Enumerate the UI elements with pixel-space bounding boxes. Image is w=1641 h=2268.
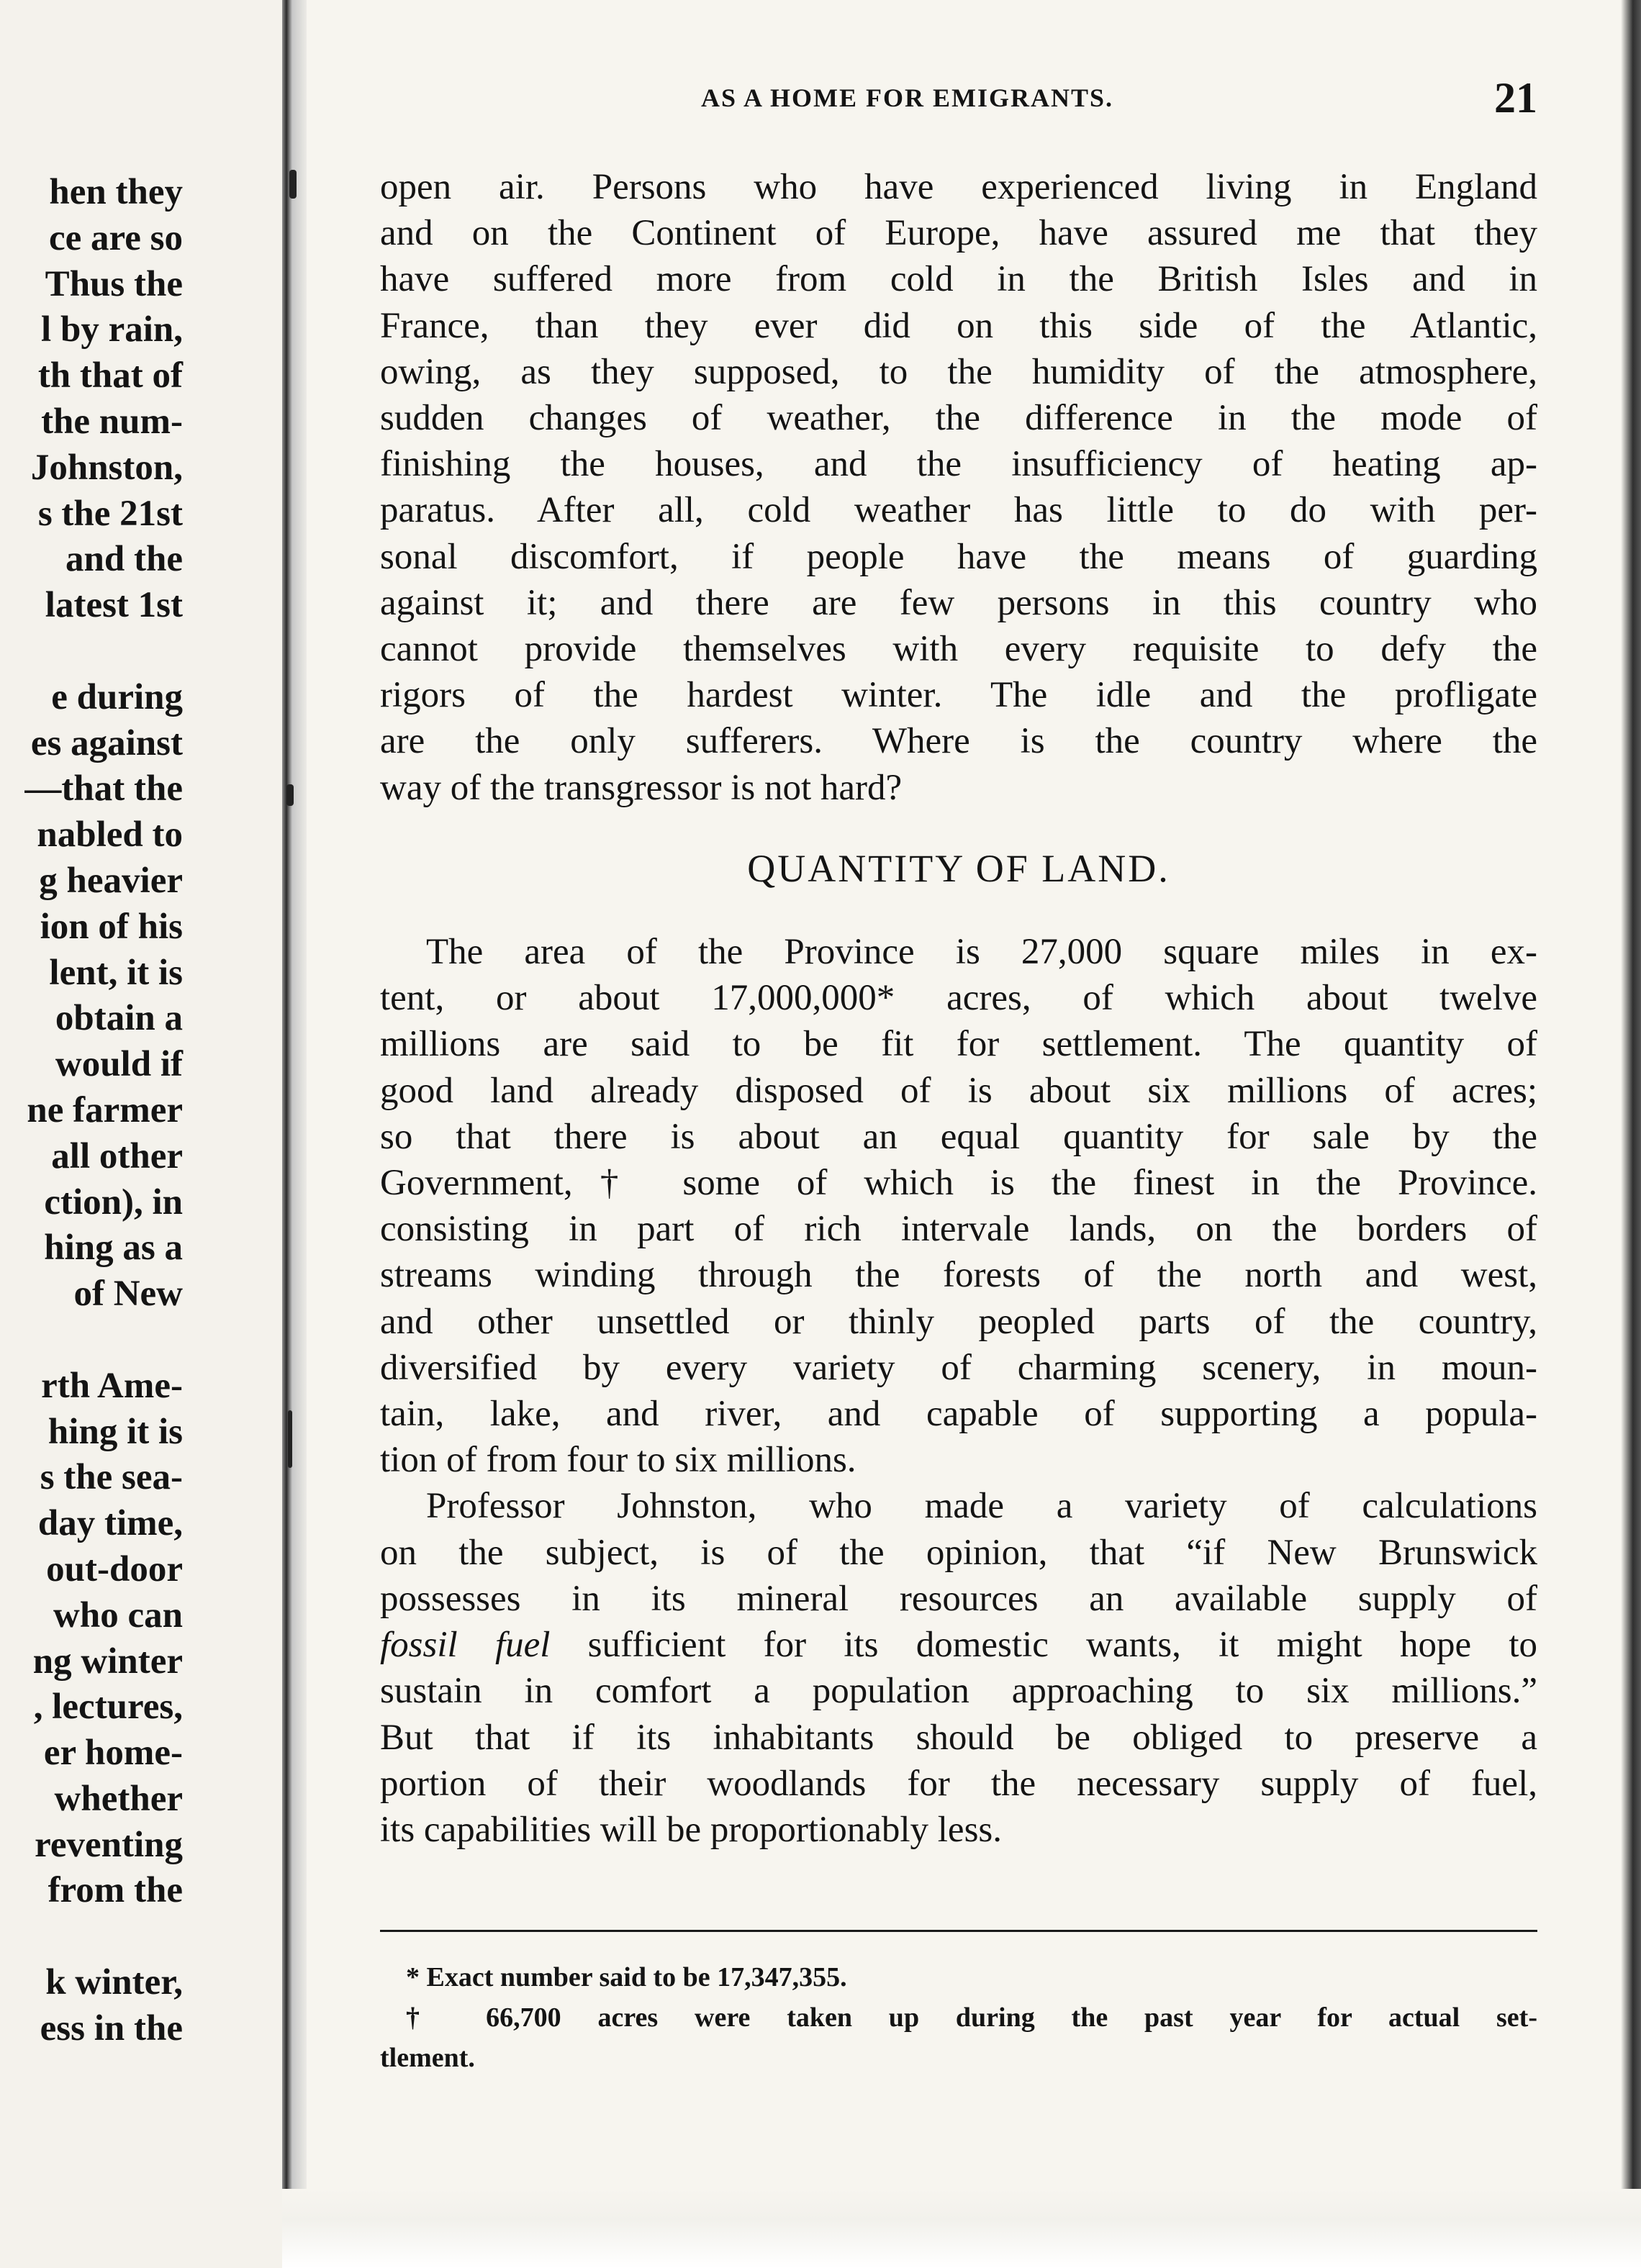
gutter-mark bbox=[289, 170, 297, 199]
text-line: open air. Persons who have experienced living in England bbox=[380, 167, 1537, 207]
left-page-line: from the bbox=[48, 1870, 183, 1911]
text-line: consisting in part of rich intervale lands, on the borders of bbox=[380, 1209, 1537, 1250]
left-page-line: hing it is bbox=[48, 1411, 183, 1452]
left-page-line: rth Ame- bbox=[41, 1365, 183, 1406]
left-page-line: g heavier bbox=[39, 860, 183, 901]
text-line bbox=[380, 1622, 1537, 1668]
text-line: have suffered more from cold in the British Isles and in bbox=[380, 259, 1537, 300]
text-line: portion of their woodlands for the necessary supply of fuel, bbox=[380, 1763, 1537, 1804]
text-line: cannot provide themselves with every requisite to defy the bbox=[380, 629, 1537, 670]
text-line: Professor Johnston, who made a variety of calculations bbox=[426, 1486, 1537, 1527]
text-line: good land already disposed of is about six millions of acres; bbox=[380, 1070, 1537, 1111]
page-right-edge bbox=[1621, 0, 1641, 2268]
text-line: sonal discomfort, if people have the means of guarding bbox=[380, 536, 1537, 577]
text-line: tion of from four to six millions. bbox=[380, 1440, 856, 1481]
text-line: But that if its inhabitants should be obliged to preserve a bbox=[380, 1717, 1537, 1758]
left-page-line: nabled to bbox=[37, 815, 183, 856]
left-page-line: of New bbox=[73, 1274, 183, 1315]
left-page-line: lent, it is bbox=[49, 952, 183, 993]
footnote-dagger-continued: tlement. bbox=[380, 2043, 475, 2073]
left-page-line: ng winter bbox=[32, 1641, 183, 1682]
left-page-line: would if bbox=[55, 1044, 183, 1085]
left-page-line: out-door bbox=[46, 1548, 183, 1589]
gutter-mark bbox=[286, 784, 294, 806]
left-page-line: whether bbox=[54, 1778, 183, 1819]
paragraph-johnston bbox=[380, 1483, 1537, 1853]
footnote-asterisk: * Exact number said to be 17,347,355. bbox=[406, 1962, 847, 1992]
left-page-line: day time, bbox=[37, 1503, 183, 1544]
text-line: are the only sufferers. Where is the country where the bbox=[380, 721, 1537, 762]
left-page-line: the num- bbox=[41, 401, 183, 442]
left-page-line: ction), in bbox=[44, 1181, 183, 1223]
text-line: on the subject, is of the opinion, that “if New Brunswick bbox=[380, 1532, 1537, 1573]
book-gutter bbox=[282, 0, 307, 2268]
text-line: The area of the Province is 27,000 square miles in ex- bbox=[426, 932, 1537, 973]
left-page-line: k winter, bbox=[45, 1962, 183, 2003]
left-facing-page bbox=[0, 0, 282, 2268]
text-line: way of the transgressor is not hard? bbox=[380, 767, 903, 808]
text-line: its capabilities will be proportionably less. bbox=[380, 1809, 1003, 1850]
text-line: so that there is about an equal quantity for sale by the bbox=[380, 1116, 1537, 1157]
left-page-line: er home- bbox=[43, 1733, 183, 1774]
text-line: sudden changes of weather, the difference in the mode of bbox=[380, 398, 1537, 439]
left-page-line: all other bbox=[51, 1135, 183, 1176]
left-page-line bbox=[24, 1317, 183, 1364]
paragraph-cold-weather bbox=[380, 164, 1537, 811]
italic-phrase: fossil fuel bbox=[380, 1625, 551, 1666]
gutter-mark bbox=[288, 1410, 292, 1468]
footnote-rule bbox=[380, 1930, 1537, 1932]
left-page-line: —that the bbox=[24, 768, 183, 809]
left-page-line: Thus the bbox=[45, 263, 183, 304]
text-line: paratus. After all, cold weather has little to do with per- bbox=[380, 490, 1537, 531]
left-page-line: obtain a bbox=[55, 998, 183, 1039]
left-page-line: ce are so bbox=[49, 217, 183, 258]
body-text bbox=[380, 164, 1537, 1853]
text-line: tain, lake, and river, and capable of supporting a popula- bbox=[380, 1394, 1537, 1435]
left-page-line: ess in the bbox=[40, 2008, 183, 2049]
text-line: finishing the houses, and the insufficiency of heating ap- bbox=[380, 444, 1537, 485]
left-page-line: l by rain, bbox=[41, 309, 183, 350]
text-line: owing, as they supposed, to the humidity of the atmosphere, bbox=[380, 351, 1537, 392]
left-page-line: e during bbox=[51, 676, 183, 717]
page-number: 21 bbox=[1494, 74, 1537, 122]
text-line: diversified by every variety of charming scenery, in moun- bbox=[380, 1347, 1537, 1388]
running-head: AS A HOME FOR EMIGRANTS. bbox=[701, 83, 1114, 112]
text-line: millions are said to be fit for settlement. The quantity of bbox=[380, 1024, 1537, 1065]
left-page-line: and the bbox=[65, 539, 183, 580]
left-page-line: hen they bbox=[49, 172, 183, 212]
text-line: streams winding through the forests of the north and west, bbox=[380, 1255, 1537, 1296]
footnote-dagger: † 66,700 acres were taken up during the past year for actual set- bbox=[406, 2002, 1537, 2033]
left-page-line: ne farmer bbox=[27, 1089, 183, 1130]
left-page-line: es against bbox=[30, 722, 183, 763]
left-page-line: who can bbox=[53, 1595, 183, 1636]
left-page-line: s the 21st bbox=[37, 493, 183, 534]
left-page-line: ion of his bbox=[40, 906, 183, 947]
left-page-line: s the sea- bbox=[40, 1457, 183, 1498]
page-bottom-edge bbox=[282, 2189, 1641, 2268]
left-page-line bbox=[24, 629, 183, 675]
text-line: rigors of the hardest winter. The idle and the profligate bbox=[380, 675, 1537, 716]
text-line: possesses in its mineral resources an available supply of bbox=[380, 1578, 1537, 1619]
text-line: and on the Continent of Europe, have assured me that they bbox=[380, 213, 1537, 254]
left-page-line: hing as a bbox=[44, 1228, 183, 1269]
left-page-line: th that of bbox=[37, 355, 183, 396]
footnotes bbox=[380, 1957, 1537, 2078]
left-page-line: latest 1st bbox=[45, 585, 183, 626]
left-page-line: reventing bbox=[35, 1824, 183, 1865]
text-line: sustain in comfort a population approaching to six millions.” bbox=[380, 1671, 1537, 1712]
text-line: and other unsettled or thinly peopled parts of the country, bbox=[380, 1301, 1537, 1342]
text-line: tent, or about 17,000,000* acres, of which about twelve bbox=[380, 978, 1537, 1019]
left-page-text bbox=[24, 170, 183, 2052]
text-fragment: sufficient for its domestic wants, it might hope to bbox=[550, 1625, 1537, 1666]
section-heading: QUANTITY OF LAND. bbox=[747, 846, 1170, 890]
left-page-line bbox=[24, 1914, 183, 1960]
left-page-line: , lectures, bbox=[33, 1687, 183, 1728]
text-line: against it; and there are few persons in this country who bbox=[380, 582, 1537, 623]
text-line: France, than they ever did on this side of the Atlantic, bbox=[380, 305, 1537, 346]
paragraph-area bbox=[380, 929, 1537, 1483]
left-page-line: Johnston, bbox=[30, 447, 183, 488]
text-line: Government,† some of which is the finest in the Province. bbox=[380, 1163, 1537, 1204]
